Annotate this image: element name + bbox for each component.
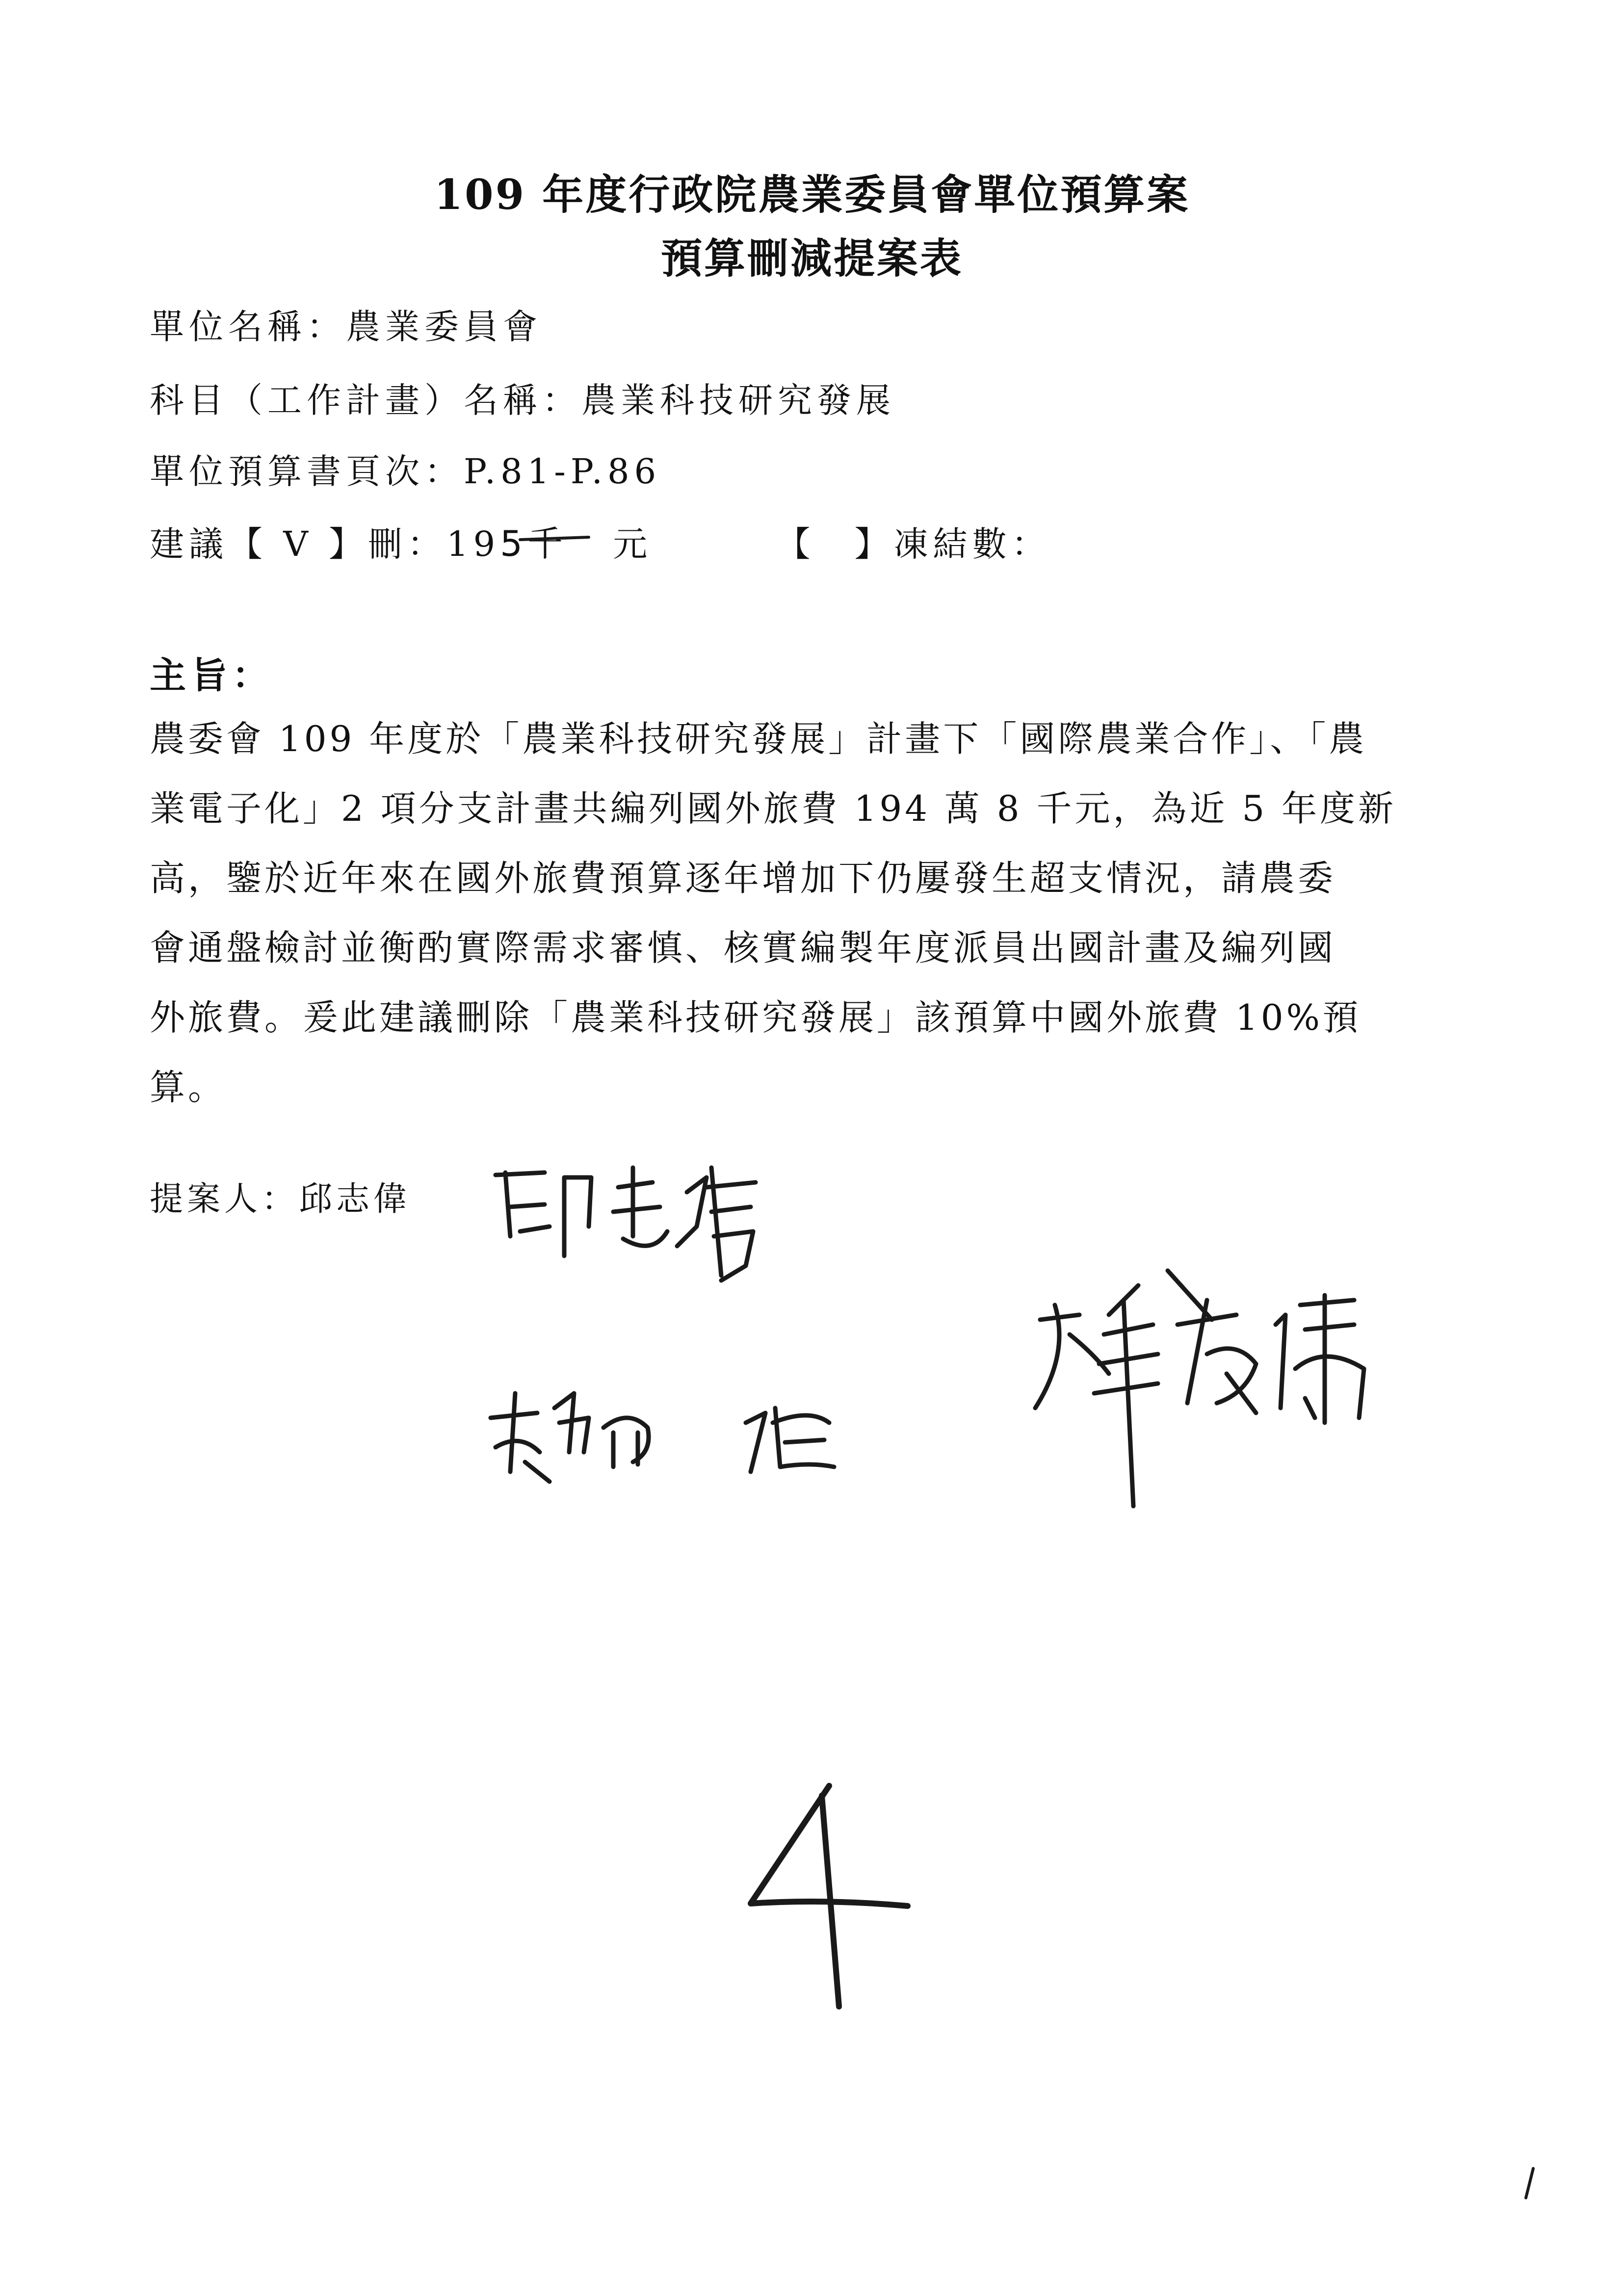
- freeze-amount-label: 【 】凍結數：: [776, 524, 1051, 564]
- body-line: 業電子化」2 項分支計畫共編列國外旅費 194 萬 8 千元，為近 5 年度新: [150, 788, 1397, 829]
- body-line: 算。: [150, 1067, 227, 1108]
- body-line: 外旅費。爰此建議刪除「農業科技研究發展」該預算中國外旅費 10%預: [150, 997, 1361, 1038]
- subject-name-field: 科目（工作計畫）名稱：農業科技研究發展: [150, 380, 895, 420]
- currency-unit: 元: [613, 524, 653, 564]
- stray-mark: [1526, 2168, 1533, 2198]
- signature-1: [496, 1168, 756, 1280]
- page-number-mark: [751, 1786, 908, 2007]
- signature-2: [491, 1393, 834, 1482]
- proposer-label: 提案人：邱志偉: [150, 1180, 411, 1219]
- section-heading: 主旨：: [150, 654, 273, 697]
- page-reference-field: 單位預算書頁次：P.81-P.86: [150, 451, 661, 492]
- document-title: 109 年度行政院農業委員會單位預算案: [434, 170, 1190, 219]
- handwritten-amount: 5千: [500, 523, 568, 564]
- body-line: 會通盤檢討並衡酌實際需求審慎、核實編製年度派員出國計畫及編列國: [150, 927, 1336, 968]
- unit-name-field: 單位名稱：農業委員會: [150, 307, 542, 347]
- body-line: 高，鑒於近年來在國外旅費預算逐年增加下仍屢發生超支情況，請農委: [150, 858, 1336, 899]
- suggestion-prefix: 建議【 V 】刪：19: [150, 524, 500, 564]
- signature-3: [1035, 1271, 1364, 1506]
- document-subtitle: 預算刪減提案表: [660, 234, 963, 283]
- body-line: 農委會 109 年度於「農業科技研究發展」計畫下「國際農業合作」、「農: [150, 718, 1367, 759]
- suggestion-field: [150, 515, 1050, 566]
